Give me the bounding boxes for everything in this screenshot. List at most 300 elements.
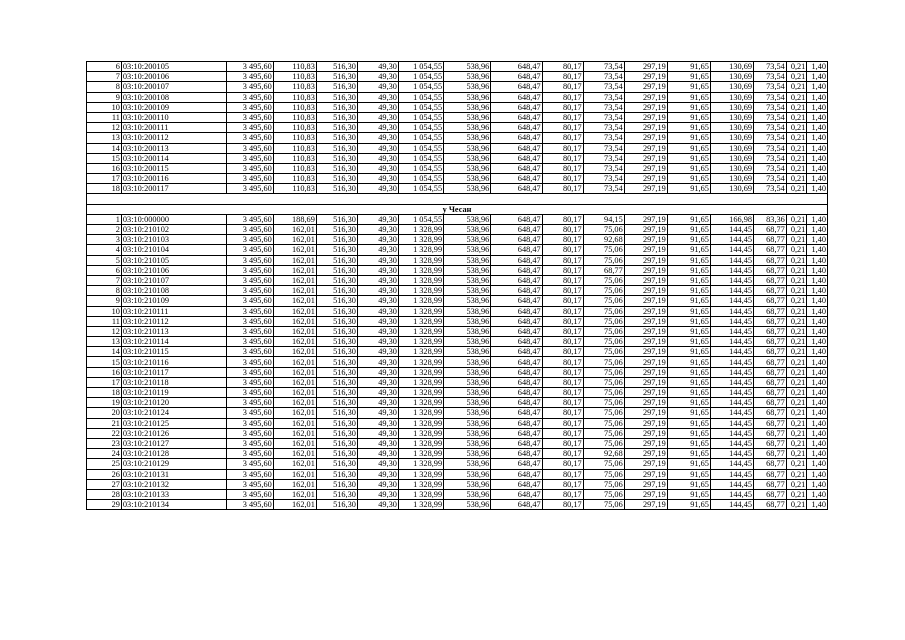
value-cell: 3 495,60 [226, 123, 273, 133]
value-cell: 73,54 [754, 62, 787, 72]
value-cell: 73,54 [754, 92, 787, 102]
value-cell: 0,21 [786, 377, 807, 387]
cadastral-code-cell: 03:10:200111 [121, 123, 226, 133]
value-cell: 538,96 [444, 357, 491, 367]
value-cell: 73,54 [583, 123, 624, 133]
value-cell: 68,77 [754, 459, 787, 469]
table-row [87, 255, 828, 265]
value-cell: 3 495,60 [226, 377, 273, 387]
value-cell: 648,47 [491, 357, 542, 367]
value-cell: 1 054,55 [398, 174, 443, 184]
value-cell: 162,01 [273, 275, 316, 285]
value-cell: 1,40 [807, 357, 828, 367]
value-cell: 75,06 [583, 245, 624, 255]
value-cell: 68,77 [754, 500, 787, 510]
value-cell: 648,47 [491, 347, 542, 357]
value-cell: 68,77 [754, 255, 787, 265]
value-cell: 162,01 [273, 255, 316, 265]
value-cell: 1,40 [807, 438, 828, 448]
value-cell: 73,54 [754, 133, 787, 143]
value-cell: 1,40 [807, 388, 828, 398]
table-row [87, 428, 828, 438]
value-cell: 162,01 [273, 408, 316, 418]
cadastral-code-cell: 03:10:200109 [121, 102, 226, 112]
value-cell: 49,30 [357, 174, 398, 184]
value-cell: 49,30 [357, 337, 398, 347]
value-cell: 648,47 [491, 316, 542, 326]
value-cell: 49,30 [357, 235, 398, 245]
value-cell: 91,65 [667, 102, 710, 112]
value-cell: 91,65 [667, 214, 710, 224]
value-cell: 49,30 [357, 62, 398, 72]
value-cell: 648,47 [491, 133, 542, 143]
value-cell: 49,30 [357, 163, 398, 173]
value-cell: 516,30 [316, 489, 357, 499]
value-cell: 297,19 [624, 112, 667, 122]
value-cell: 91,65 [667, 143, 710, 153]
value-cell: 91,65 [667, 489, 710, 499]
value-cell: 0,21 [786, 286, 807, 296]
value-cell: 648,47 [491, 153, 542, 163]
cadastral-code-cell: 03:10:210107 [121, 275, 226, 285]
value-cell: 1,40 [807, 367, 828, 377]
value-cell: 538,96 [444, 449, 491, 459]
value-cell: 110,83 [273, 112, 316, 122]
value-cell: 648,47 [491, 398, 542, 408]
value-cell: 73,54 [583, 112, 624, 122]
value-cell: 162,01 [273, 377, 316, 387]
value-cell: 516,30 [316, 235, 357, 245]
value-cell: 75,06 [583, 357, 624, 367]
value-cell: 92,68 [583, 449, 624, 459]
value-cell: 49,30 [357, 184, 398, 194]
value-cell: 0,21 [786, 245, 807, 255]
value-cell: 162,01 [273, 428, 316, 438]
value-cell: 73,54 [754, 153, 787, 163]
value-cell: 3 495,60 [226, 459, 273, 469]
value-cell: 538,96 [444, 174, 491, 184]
value-cell: 1,40 [807, 112, 828, 122]
cadastral-code-cell: 03:10:210106 [121, 265, 226, 275]
value-cell: 516,30 [316, 275, 357, 285]
cadastral-code-cell: 03:10:200110 [121, 112, 226, 122]
value-cell: 0,21 [786, 235, 807, 245]
value-cell: 80,17 [542, 398, 583, 408]
value-cell: 91,65 [667, 62, 710, 72]
cadastral-code-cell: 03:10:210113 [121, 326, 226, 336]
value-cell: 68,77 [754, 418, 787, 428]
value-cell: 73,54 [754, 143, 787, 153]
value-cell: 1,40 [807, 469, 828, 479]
value-cell: 297,19 [624, 377, 667, 387]
table-row [87, 500, 828, 510]
value-cell: 1,40 [807, 337, 828, 347]
value-cell: 1,40 [807, 398, 828, 408]
table-row [87, 62, 828, 72]
value-cell: 297,19 [624, 174, 667, 184]
value-cell: 648,47 [491, 296, 542, 306]
value-cell: 1 054,55 [398, 92, 443, 102]
row-number-cell: 16 [87, 367, 122, 377]
value-cell: 162,01 [273, 286, 316, 296]
row-number-cell: 16 [87, 163, 122, 173]
value-cell: 49,30 [357, 112, 398, 122]
value-cell: 0,21 [786, 459, 807, 469]
value-cell: 130,69 [710, 72, 753, 82]
value-cell: 0,21 [786, 72, 807, 82]
value-cell: 162,01 [273, 326, 316, 336]
value-cell: 75,06 [583, 388, 624, 398]
value-cell: 297,19 [624, 428, 667, 438]
value-cell: 516,30 [316, 62, 357, 72]
value-cell: 297,19 [624, 123, 667, 133]
value-cell: 0,21 [786, 275, 807, 285]
value-cell: 91,65 [667, 377, 710, 387]
cadastral-code-cell: 03:10:200112 [121, 133, 226, 143]
value-cell: 0,21 [786, 255, 807, 265]
row-number-cell: 17 [87, 174, 122, 184]
value-cell: 1,40 [807, 174, 828, 184]
value-cell: 73,54 [583, 184, 624, 194]
value-cell: 1,40 [807, 347, 828, 357]
table-row [87, 275, 828, 285]
value-cell: 0,21 [786, 438, 807, 448]
value-cell: 538,96 [444, 347, 491, 357]
value-cell: 73,54 [754, 174, 787, 184]
value-cell: 80,17 [542, 438, 583, 448]
value-cell: 538,96 [444, 398, 491, 408]
value-cell: 0,21 [786, 388, 807, 398]
value-cell: 516,30 [316, 398, 357, 408]
value-cell: 91,65 [667, 82, 710, 92]
value-cell: 130,69 [710, 174, 753, 184]
value-cell: 516,30 [316, 112, 357, 122]
value-cell: 162,01 [273, 489, 316, 499]
value-cell: 68,77 [754, 479, 787, 489]
cadastral-code-cell: 03:10:210109 [121, 296, 226, 306]
value-cell: 144,45 [710, 367, 753, 377]
value-cell: 648,47 [491, 337, 542, 347]
value-cell: 3 495,60 [226, 428, 273, 438]
value-cell: 516,30 [316, 92, 357, 102]
value-cell: 297,19 [624, 286, 667, 296]
value-cell: 130,69 [710, 163, 753, 173]
row-number-cell: 14 [87, 143, 122, 153]
cadastral-code-cell: 03:10:210105 [121, 255, 226, 265]
value-cell: 3 495,60 [226, 265, 273, 275]
value-cell: 110,83 [273, 123, 316, 133]
value-cell: 80,17 [542, 102, 583, 112]
value-cell: 516,30 [316, 428, 357, 438]
value-cell: 1,40 [807, 214, 828, 224]
value-cell: 1,40 [807, 286, 828, 296]
value-cell: 80,17 [542, 255, 583, 265]
cadastral-code-cell: 03:10:210131 [121, 469, 226, 479]
value-cell: 144,45 [710, 306, 753, 316]
value-cell: 1 054,55 [398, 82, 443, 92]
value-cell: 648,47 [491, 123, 542, 133]
value-cell: 0,21 [786, 469, 807, 479]
value-cell: 1,40 [807, 62, 828, 72]
value-cell: 516,30 [316, 316, 357, 326]
value-cell: 68,77 [754, 286, 787, 296]
value-cell: 68,77 [754, 388, 787, 398]
value-cell: 144,45 [710, 398, 753, 408]
value-cell: 648,47 [491, 479, 542, 489]
cadastral-code-cell: 03:10:200114 [121, 153, 226, 163]
value-cell: 538,96 [444, 469, 491, 479]
value-cell: 91,65 [667, 72, 710, 82]
value-cell: 144,45 [710, 265, 753, 275]
table-row [87, 337, 828, 347]
row-number-cell: 29 [87, 500, 122, 510]
value-cell: 0,21 [786, 153, 807, 163]
value-cell: 516,30 [316, 459, 357, 469]
cadastral-code-cell: 03:10:210114 [121, 337, 226, 347]
value-cell: 91,65 [667, 163, 710, 173]
value-cell: 162,01 [273, 418, 316, 428]
value-cell: 110,83 [273, 92, 316, 102]
value-cell: 91,65 [667, 245, 710, 255]
value-cell: 49,30 [357, 500, 398, 510]
value-cell: 73,54 [583, 72, 624, 82]
value-cell: 3 495,60 [226, 174, 273, 184]
value-cell: 91,65 [667, 255, 710, 265]
value-cell: 1 328,99 [398, 479, 443, 489]
value-cell: 80,17 [542, 357, 583, 367]
value-cell: 0,21 [786, 82, 807, 92]
value-cell: 144,45 [710, 326, 753, 336]
value-cell: 648,47 [491, 92, 542, 102]
value-cell: 297,19 [624, 296, 667, 306]
value-cell: 80,17 [542, 225, 583, 235]
value-cell: 1 328,99 [398, 449, 443, 459]
value-cell: 516,30 [316, 286, 357, 296]
value-cell: 3 495,60 [226, 296, 273, 306]
value-cell: 1,40 [807, 418, 828, 428]
value-cell: 49,30 [357, 469, 398, 479]
value-cell: 1,40 [807, 225, 828, 235]
cadastral-code-cell: 03:10:210127 [121, 438, 226, 448]
value-cell: 1 328,99 [398, 367, 443, 377]
value-cell: 1 328,99 [398, 438, 443, 448]
row-number-cell: 21 [87, 418, 122, 428]
row-number-cell: 3 [87, 235, 122, 245]
value-cell: 3 495,60 [226, 367, 273, 377]
value-cell: 75,06 [583, 326, 624, 336]
value-cell: 80,17 [542, 469, 583, 479]
value-cell: 80,17 [542, 326, 583, 336]
cadastral-code-cell: 03:10:210112 [121, 316, 226, 326]
row-number-cell: 27 [87, 479, 122, 489]
value-cell: 68,77 [754, 326, 787, 336]
table-row [87, 72, 828, 82]
value-cell: 538,96 [444, 500, 491, 510]
value-cell: 516,30 [316, 184, 357, 194]
value-cell: 73,54 [754, 163, 787, 173]
value-cell: 1,40 [807, 123, 828, 133]
value-cell: 297,19 [624, 72, 667, 82]
value-cell: 162,01 [273, 225, 316, 235]
value-cell: 144,45 [710, 500, 753, 510]
value-cell: 80,17 [542, 347, 583, 357]
value-cell: 1,40 [807, 92, 828, 102]
value-cell: 144,45 [710, 286, 753, 296]
value-cell: 75,06 [583, 347, 624, 357]
value-cell: 75,06 [583, 337, 624, 347]
value-cell: 162,01 [273, 245, 316, 255]
value-cell: 80,17 [542, 184, 583, 194]
value-cell: 91,65 [667, 184, 710, 194]
value-cell: 1,40 [807, 316, 828, 326]
value-cell: 648,47 [491, 489, 542, 499]
table-section [87, 204, 828, 214]
value-cell: 3 495,60 [226, 398, 273, 408]
value-cell: 144,45 [710, 408, 753, 418]
value-cell: 3 495,60 [226, 92, 273, 102]
value-cell: 0,21 [786, 367, 807, 377]
value-cell: 49,30 [357, 489, 398, 499]
value-cell: 80,17 [542, 72, 583, 82]
value-cell: 162,01 [273, 500, 316, 510]
value-cell: 297,19 [624, 438, 667, 448]
value-cell: 130,69 [710, 143, 753, 153]
value-cell: 75,06 [583, 489, 624, 499]
value-cell: 648,47 [491, 82, 542, 92]
table-row [87, 286, 828, 296]
value-cell: 162,01 [273, 398, 316, 408]
value-cell: 1 328,99 [398, 275, 443, 285]
value-cell: 144,45 [710, 357, 753, 367]
value-cell: 1 328,99 [398, 408, 443, 418]
value-cell: 516,30 [316, 265, 357, 275]
value-cell: 1,40 [807, 479, 828, 489]
value-cell: 1,40 [807, 377, 828, 387]
value-cell: 144,45 [710, 489, 753, 499]
value-cell: 516,30 [316, 408, 357, 418]
value-cell: 538,96 [444, 479, 491, 489]
value-cell: 1,40 [807, 326, 828, 336]
value-cell: 68,77 [754, 225, 787, 235]
table-row [87, 347, 828, 357]
row-number-cell: 15 [87, 357, 122, 367]
value-cell: 1,40 [807, 500, 828, 510]
value-cell: 516,30 [316, 214, 357, 224]
value-cell: 144,45 [710, 225, 753, 235]
value-cell: 648,47 [491, 255, 542, 265]
value-cell: 91,65 [667, 133, 710, 143]
value-cell: 297,19 [624, 82, 667, 92]
cadastral-code-cell: 03:10:200115 [121, 163, 226, 173]
value-cell: 68,77 [754, 245, 787, 255]
value-cell: 3 495,60 [226, 326, 273, 336]
value-cell: 648,47 [491, 408, 542, 418]
value-cell: 538,96 [444, 225, 491, 235]
data-table [86, 61, 828, 510]
value-cell: 144,45 [710, 255, 753, 265]
value-cell: 49,30 [357, 123, 398, 133]
table-row [87, 398, 828, 408]
value-cell: 1 328,99 [398, 347, 443, 357]
value-cell: 0,21 [786, 92, 807, 102]
value-cell: 68,77 [754, 367, 787, 377]
value-cell: 516,30 [316, 82, 357, 92]
row-number-cell: 12 [87, 123, 122, 133]
value-cell: 49,30 [357, 449, 398, 459]
cadastral-code-cell: 03:10:200117 [121, 184, 226, 194]
row-number-cell: 7 [87, 72, 122, 82]
value-cell: 91,65 [667, 347, 710, 357]
row-number-cell: 25 [87, 459, 122, 469]
value-cell: 648,47 [491, 418, 542, 428]
value-cell: 648,47 [491, 286, 542, 296]
value-cell: 110,83 [273, 72, 316, 82]
cadastral-code-cell: 03:10:210125 [121, 418, 226, 428]
value-cell: 516,30 [316, 347, 357, 357]
value-cell: 1,40 [807, 153, 828, 163]
value-cell: 3 495,60 [226, 489, 273, 499]
value-cell: 162,01 [273, 337, 316, 347]
value-cell: 162,01 [273, 367, 316, 377]
value-cell: 68,77 [754, 398, 787, 408]
value-cell: 297,19 [624, 357, 667, 367]
row-number-cell: 24 [87, 449, 122, 459]
value-cell: 144,45 [710, 245, 753, 255]
value-cell: 648,47 [491, 214, 542, 224]
value-cell: 297,19 [624, 143, 667, 153]
table-row [87, 153, 828, 163]
value-cell: 144,45 [710, 316, 753, 326]
value-cell: 538,96 [444, 286, 491, 296]
value-cell: 80,17 [542, 163, 583, 173]
value-cell: 91,65 [667, 286, 710, 296]
value-cell: 297,19 [624, 367, 667, 377]
value-cell: 73,54 [583, 133, 624, 143]
value-cell: 144,45 [710, 377, 753, 387]
value-cell: 91,65 [667, 388, 710, 398]
value-cell: 648,47 [491, 163, 542, 173]
value-cell: 297,19 [624, 316, 667, 326]
row-number-cell: 10 [87, 102, 122, 112]
value-cell: 91,65 [667, 92, 710, 102]
value-cell: 3 495,60 [226, 357, 273, 367]
table-row [87, 449, 828, 459]
value-cell: 91,65 [667, 306, 710, 316]
value-cell: 3 495,60 [226, 72, 273, 82]
value-cell: 516,30 [316, 367, 357, 377]
value-cell: 49,30 [357, 306, 398, 316]
value-cell: 75,06 [583, 428, 624, 438]
value-cell: 0,21 [786, 408, 807, 418]
value-cell: 162,01 [273, 357, 316, 367]
value-cell: 0,21 [786, 112, 807, 122]
cadastral-code-cell: 03:10:210120 [121, 398, 226, 408]
value-cell: 538,96 [444, 367, 491, 377]
value-cell: 297,19 [624, 449, 667, 459]
value-cell: 91,65 [667, 225, 710, 235]
value-cell: 75,06 [583, 255, 624, 265]
value-cell: 1 328,99 [398, 337, 443, 347]
table-row [87, 235, 828, 245]
row-number-cell: 10 [87, 306, 122, 316]
value-cell: 1 328,99 [398, 459, 443, 469]
value-cell: 68,77 [754, 489, 787, 499]
value-cell: 538,96 [444, 306, 491, 316]
value-cell: 80,17 [542, 112, 583, 122]
value-cell: 130,69 [710, 62, 753, 72]
value-cell: 516,30 [316, 500, 357, 510]
value-cell: 1,40 [807, 449, 828, 459]
